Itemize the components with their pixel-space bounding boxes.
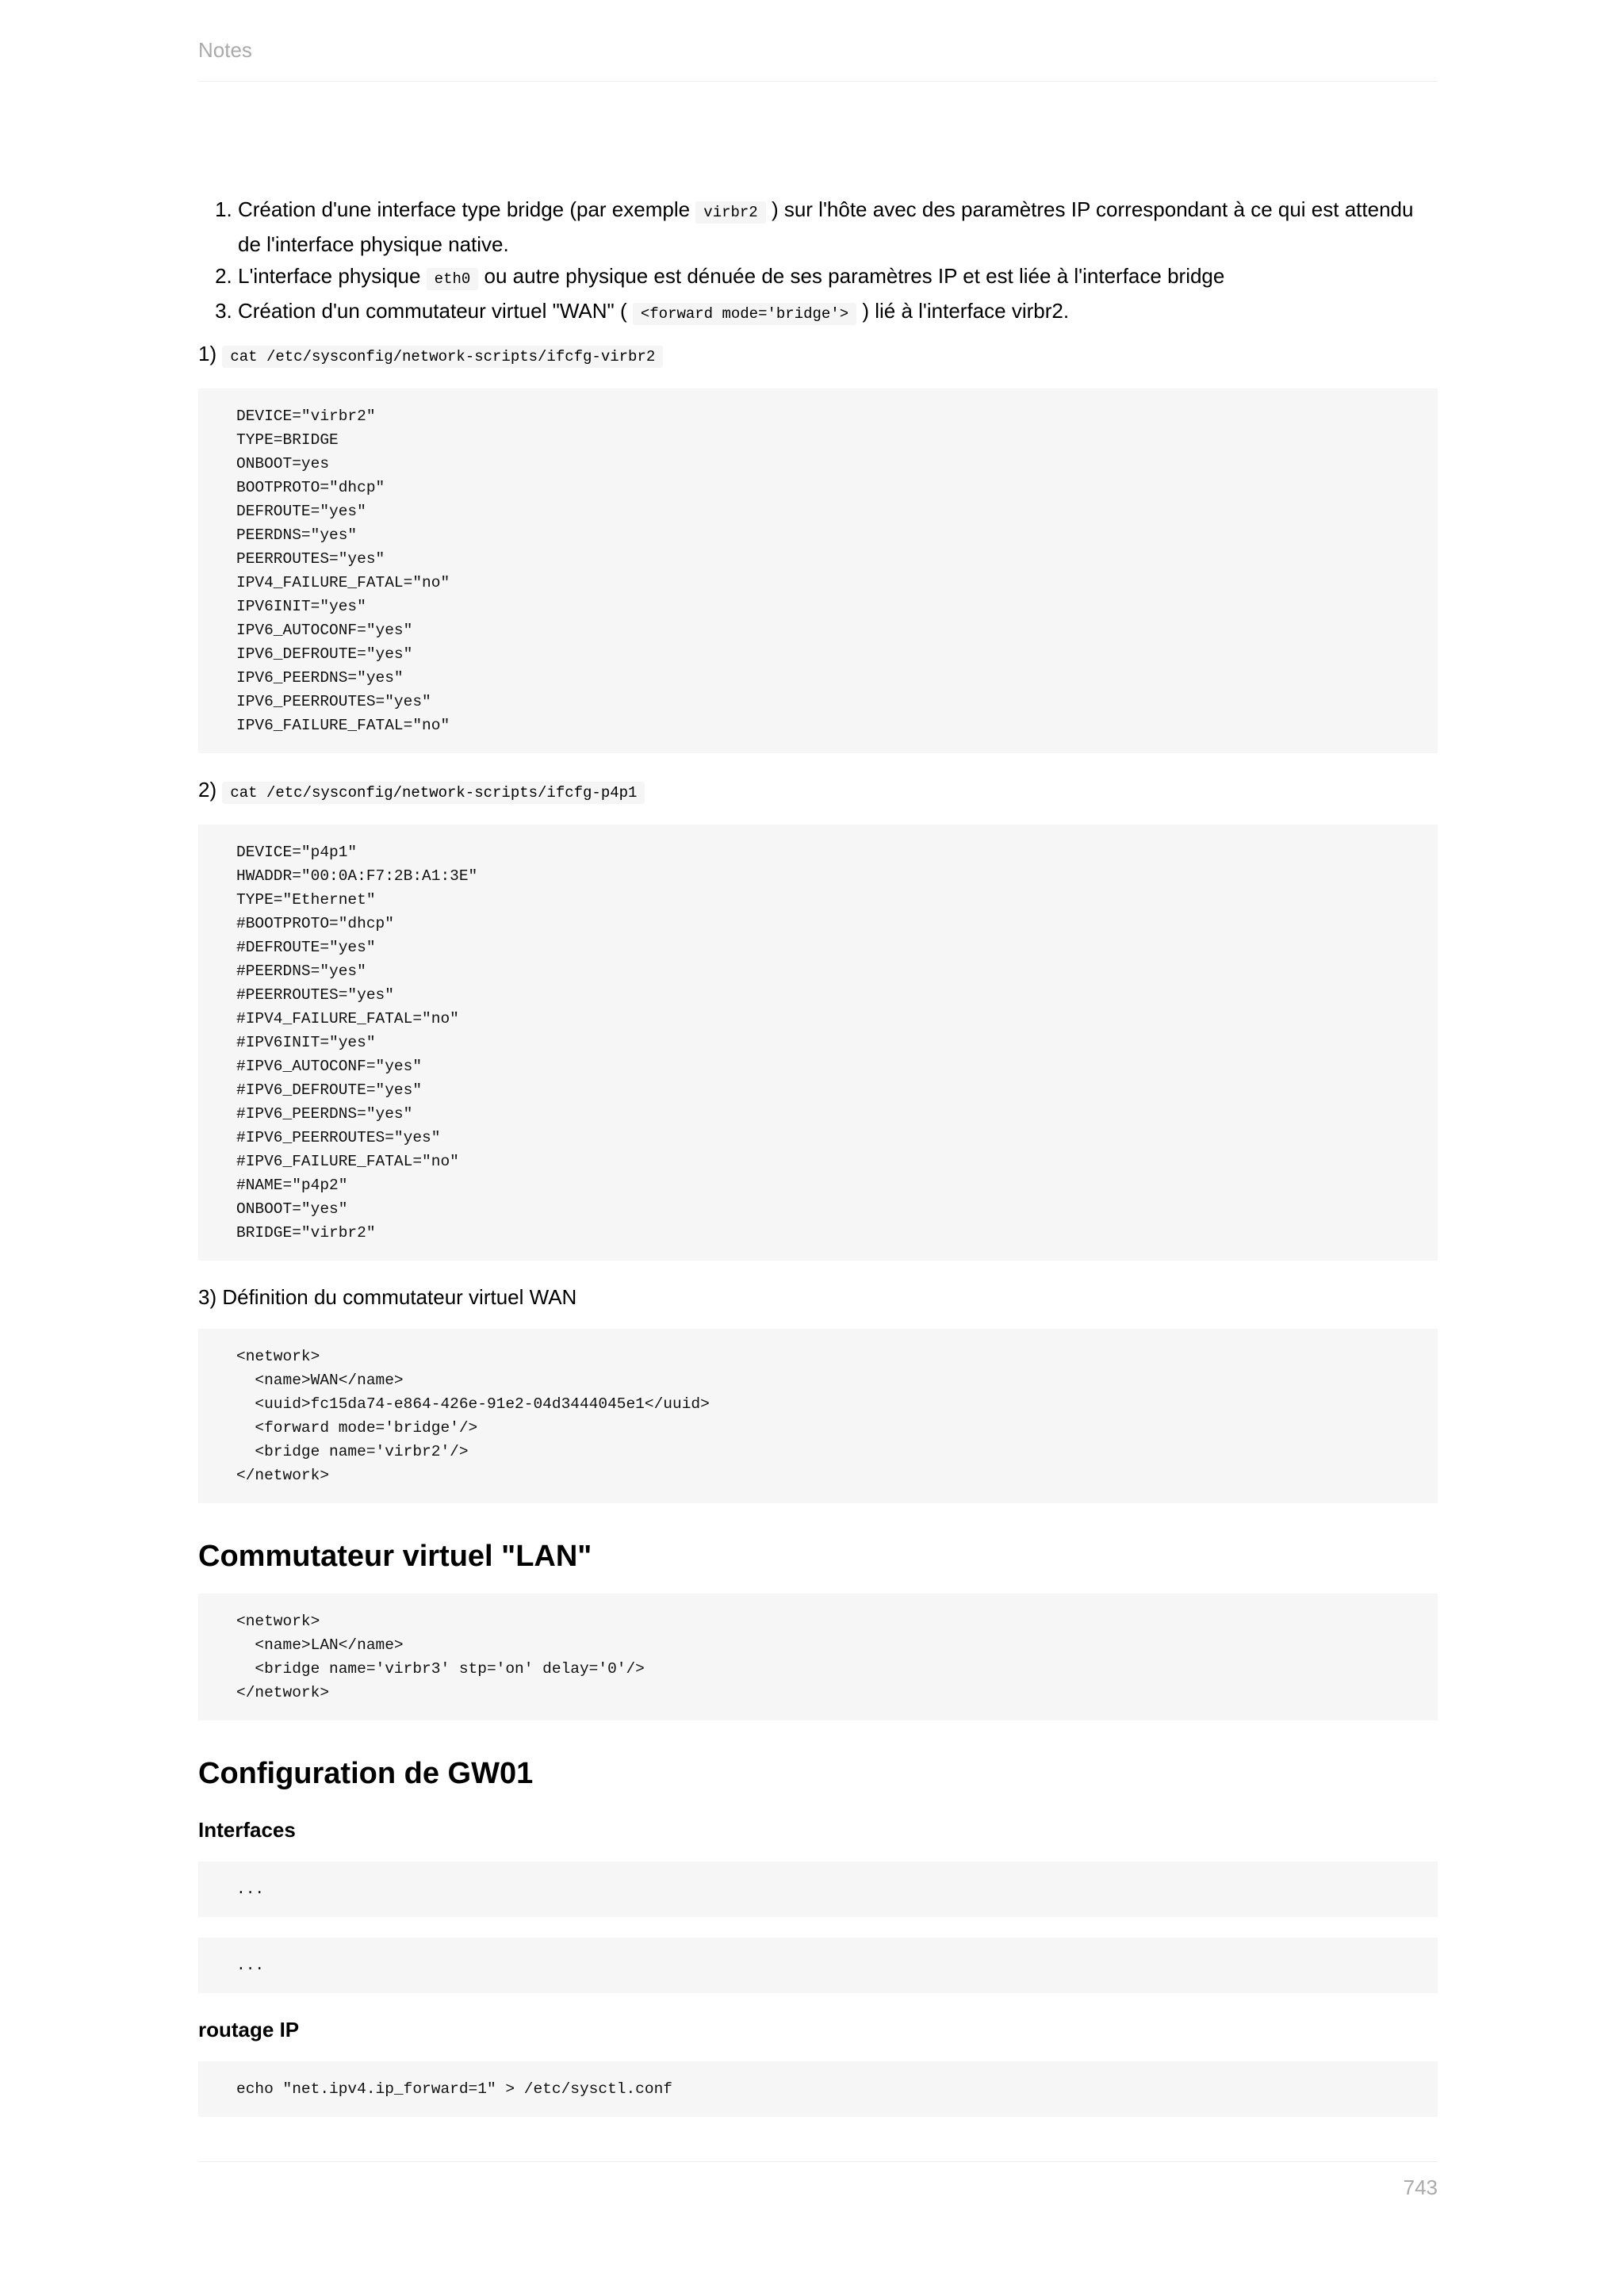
code-block-lan-network: <network> <name>LAN</name> <bridge name='virbr3' stp='on' delay='0'/> </network> bbox=[198, 1594, 1438, 1720]
section1-caption: 1) cat /etc/sysconfig/network-scripts/ifcfg-virbr2 bbox=[198, 338, 1438, 373]
code-block-ifcfg-p4p1: DEVICE="p4p1" HWADDR="00:0A:F7:2B:A1:3E" TYPE="Ethernet" #BOOTPROTO="dhcp" #DEFROUTE="yes" #PEERDNS="yes" #PEERROUTES="yes" #IPV4_FAILURE_FATAL="no" #IPV6INIT="yes" #IPV6_AUTOCONF="yes" #IPV6_DEFROUTE="yes" #IPV6_PEERDNS="yes" #IPV6_PEERROUTES="yes" #IPV6_FAILURE_FATAL="no" #NAME="p4p2" ONBOOT="yes" BRIDGE="virbr2" bbox=[198, 825, 1438, 1261]
page-content bbox=[198, 193, 1438, 2137]
list-item: 2. L'interface physique eth0 ou autre physique est dénuée de ses paramètres IP et est liée à l'interface bridge bbox=[238, 260, 1438, 295]
header-title: Notes bbox=[198, 38, 252, 62]
list-item: 3. Création d'un commutateur virtuel "WAN" ( <forward mode='bridge'> ) lié à l'interface virbr2. bbox=[238, 295, 1438, 330]
inline-code: cat /etc/sysconfig/network-scripts/ifcfg-p4p1 bbox=[222, 782, 645, 804]
page-header bbox=[198, 36, 1438, 82]
page-number: 743 bbox=[1403, 2175, 1438, 2199]
list-item: 1. Création d'une interface type bridge (par exemple virbr2 ) sur l'hôte avec des paramètres IP correspondant à ce qui est attendu de l'interface physique native. bbox=[238, 193, 1438, 260]
inline-code: <forward mode='bridge'> bbox=[633, 303, 856, 325]
section2-caption: 2) cat /etc/sysconfig/network-scripts/ifcfg-p4p1 bbox=[198, 774, 1438, 809]
heading-routage-ip: routage IP bbox=[198, 2018, 300, 2042]
heading-interfaces: Interfaces bbox=[198, 1818, 296, 1842]
steps-list bbox=[198, 193, 1438, 330]
inline-code: eth0 bbox=[427, 268, 479, 290]
document-page bbox=[198, 0, 1438, 2296]
heading-gw01: Configuration de GW01 bbox=[198, 1757, 534, 1790]
page-footer bbox=[198, 2161, 1438, 2162]
heading-lan: Commutateur virtuel "LAN" bbox=[198, 1540, 592, 1573]
code-block-ifcfg-virbr2: DEVICE="virbr2" TYPE=BRIDGE ONBOOT=yes BOOTPROTO="dhcp" DEFROUTE="yes" PEERDNS="yes" PEERROUTES="yes" IPV4_FAILURE_FATAL="no" IPV6INIT="yes" IPV6_AUTOCONF="yes" IPV6_DEFROUTE="yes" IPV6_PEERDNS="yes" IPV6_PEERROUTES="yes" IPV6_FAILURE_FATAL="no" bbox=[198, 388, 1438, 753]
section3-caption: 3) Définition du commutateur virtuel WAN bbox=[198, 1285, 577, 1309]
inline-code: virbr2 bbox=[695, 201, 765, 224]
inline-code: cat /etc/sysconfig/network-scripts/ifcfg-virbr2 bbox=[222, 346, 663, 368]
code-block-interfaces-1: ... bbox=[198, 1862, 1438, 1917]
code-block-interfaces-2: ... bbox=[198, 1938, 1438, 1993]
code-block-wan-network: <network> <name>WAN</name> <uuid>fc15da74-e864-426e-91e2-04d3444045e1</uuid> <forward mode='bridge'/> <bridge name='virbr2'/> </network> bbox=[198, 1329, 1438, 1503]
code-block-ip-forward: echo "net.ipv4.ip_forward=1" > /etc/sysctl.conf bbox=[198, 2061, 1438, 2117]
